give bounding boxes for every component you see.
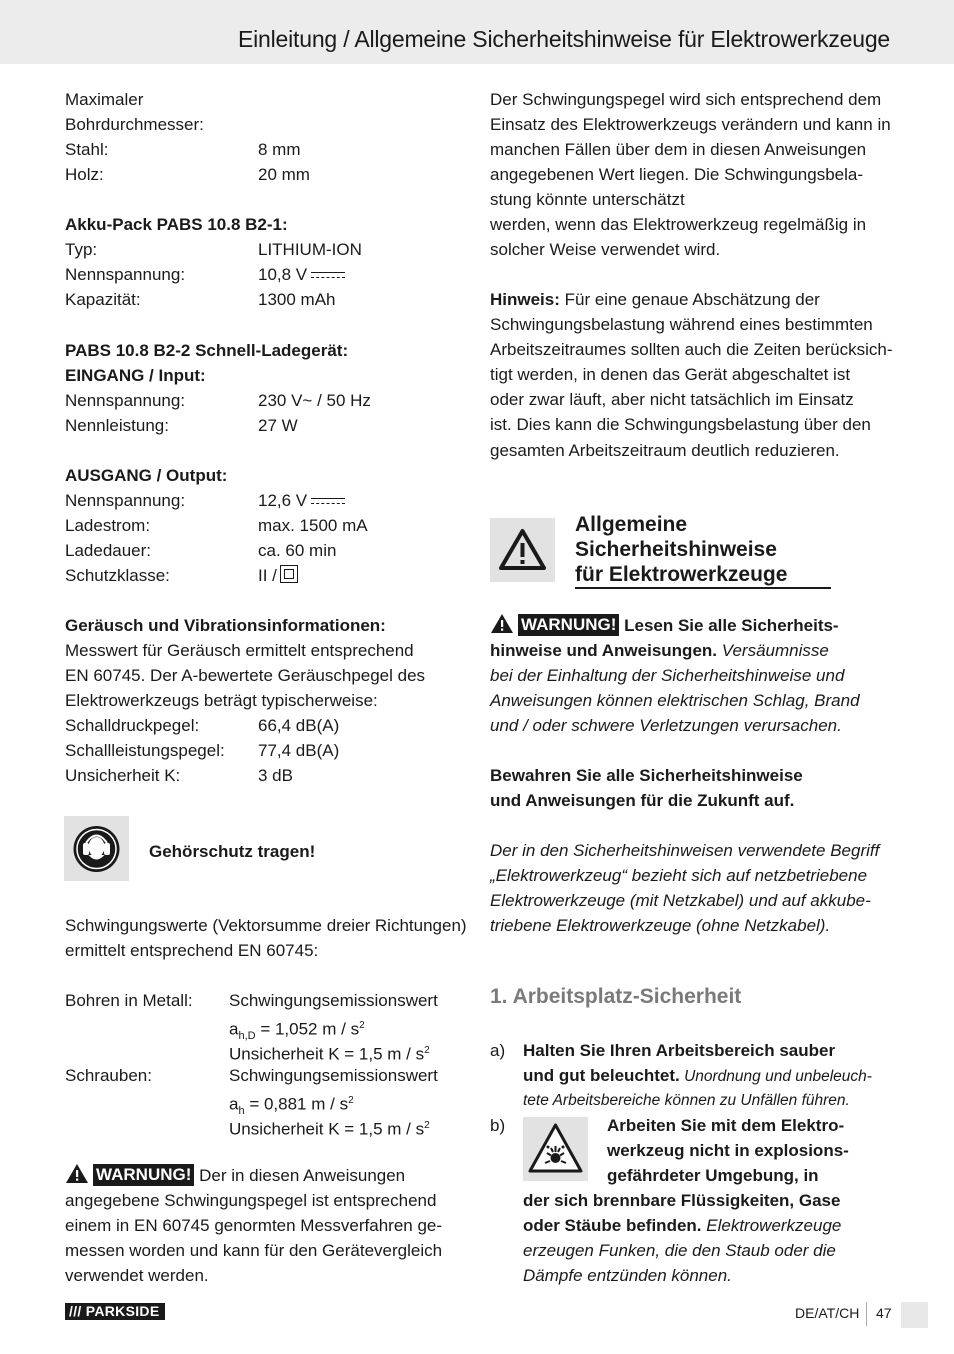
symbol-a: a [229, 1094, 239, 1114]
akku-voltage-label: Nennspannung: [65, 265, 186, 284]
value: Unsicherheit K = 1,5 m / s [229, 1119, 425, 1139]
screwing-label: Schrauben: [65, 1066, 152, 1085]
hinweis-text: gesamten Arbeitszeitraum deutlich reduzieren. [490, 441, 840, 460]
hinweis-line [490, 287, 820, 312]
akku-capacity-value: 1300 mAh [258, 290, 336, 309]
screwing-uncertainty [229, 1113, 430, 1142]
warning-bold-text: Lesen Sie alle Sicherheits- [619, 616, 839, 635]
akku-heading: Akku-Pack PABS 10.8 B2-1: [65, 215, 288, 234]
warning-section-icon [490, 518, 555, 582]
item-a-label: a) [490, 1041, 506, 1060]
explosion-hazard-icon [523, 1117, 588, 1181]
symbol-sub: h,D [238, 1030, 256, 1043]
keep-instructions: und Anweisungen für die Zukunft auf. [490, 791, 795, 810]
in-power-value: 27 W [258, 416, 298, 435]
warning-text: messen worden und kann für den Gerätevergleich [65, 1241, 443, 1260]
vibration-paragraph: manchen Fällen über dem in diesen Anweisungen [490, 140, 867, 159]
steel-label: Stahl: [65, 140, 109, 159]
vibration-paragraph: Einsatz des Elektrowerkzeugs verändern und kann in [490, 115, 891, 134]
item-b-bold: gefährdeter Umgebung, in [607, 1166, 819, 1185]
charger-input-heading: EINGANG / Input: [65, 366, 206, 385]
value: Unsicherheit K = 1,5 m / s [229, 1044, 425, 1064]
page-number-box [901, 1302, 928, 1328]
value: = 0,881 m / s [244, 1094, 349, 1114]
term-definition: triebene Elektrowerkzeuge (ohne Netzkabel). [490, 916, 831, 935]
item-a-bold: Halten Sie Ihren Arbeitsbereich sauber [523, 1041, 836, 1060]
term-definition: Elektrowerkzeuge (mit Netzkabel) und auf akkube- [490, 891, 871, 910]
warning-triangle-icon [490, 613, 514, 634]
section-title-underline [575, 587, 831, 589]
warning-italic-text: und / oder schwere Verletzungen verursachen. [490, 716, 842, 735]
vibration-paragraph: werden, wenn das Elektrowerkzeug regelmäßig in [490, 215, 867, 234]
warning-text: Der in diesen Anweisungen [194, 1166, 406, 1185]
vibration-warning [65, 1163, 405, 1188]
item-b-line [523, 1213, 841, 1238]
protection-class-ii-icon [280, 565, 298, 583]
dc-symbol-icon [311, 271, 345, 281]
exponent: 2 [359, 1020, 365, 1031]
page-header [0, 0, 954, 64]
hearing-protection-icon [64, 816, 129, 881]
exponent: 2 [348, 1095, 354, 1106]
class-value: II / [258, 566, 277, 585]
item-b-italic: Elektrowerkzeuge [701, 1216, 842, 1235]
term-definition: „Elektrowerkzeug“ bezieht sich auf netzbetriebene [490, 866, 868, 885]
item-a-line [523, 1063, 872, 1089]
hinweis-label: Hinweis: [490, 290, 560, 309]
item-b-bold: oder Stäube befinden. [523, 1216, 702, 1235]
footer-language: DE/AT/CH [795, 1305, 860, 1321]
emission-label: Schwingungsemissionswert [229, 991, 438, 1010]
value: = 1,052 m / s [255, 1019, 360, 1039]
hinweis-text: Schwingungsbelastung während eines bestimmten [490, 315, 873, 334]
warning-badge: WARNUNG! [518, 614, 619, 636]
keep-instructions: Bewahren Sie alle Sicherheitshinweise [490, 766, 803, 785]
item-b-bold: werkzeug nicht in explosions- [607, 1141, 849, 1160]
drill-label1: Maximaler [65, 90, 144, 109]
uncertainty-value: 3 dB [258, 766, 293, 785]
class-label: Schutzklasse: [65, 566, 170, 585]
item-a-bold: und gut beleuchtet. [523, 1066, 680, 1085]
item-b-italic: Dämpfe entzünden können. [523, 1266, 732, 1285]
akku-type-label: Typ: [65, 240, 98, 259]
uncertainty-label: Unsicherheit K: [65, 766, 181, 785]
noise-heading: Geräusch und Vibrationsinformationen: [65, 616, 386, 635]
drill-label2: Bohrdurchmesser: [65, 115, 204, 134]
item-b-bold: der sich brennbare Flüssigkeiten, Gase [523, 1191, 841, 1210]
footer-divider [866, 1302, 867, 1326]
in-voltage-label: Nennspannung: [65, 391, 186, 410]
current-label: Ladestrom: [65, 516, 151, 535]
warning-bold-text: hinweise und Anweisungen. [490, 641, 718, 660]
warning-badge: WARNUNG! [93, 1164, 194, 1186]
spl-value: 66,4 dB(A) [258, 716, 340, 735]
swl-value: 77,4 dB(A) [258, 741, 340, 760]
section-title: für Elektrowerkzeuge [575, 563, 788, 586]
akku-voltage-value: 10,8 V [258, 265, 308, 284]
item-b-label: b) [490, 1116, 506, 1135]
current-value: max. 1500 mA [258, 516, 368, 535]
spl-label: Schalldruckpegel: [65, 716, 200, 735]
vibration-paragraph: stung könnte unterschätzt [490, 190, 685, 209]
out-voltage-value: 12,6 V [258, 491, 308, 510]
warning-text: verwendet werden. [65, 1266, 209, 1285]
warning-italic-text: Anweisungen können elektrischen Schlag, Brand [490, 691, 860, 710]
steel-value: 8 mm [258, 140, 301, 159]
noise-text: Elektrowerkzeugs beträgt typischerweise: [65, 691, 378, 710]
in-power-label: Nennleistung: [65, 416, 169, 435]
drilling-label: Bohren in Metall: [65, 991, 193, 1010]
warning-text: angegebene Schwingungspegel ist entsprechend [65, 1191, 437, 1210]
noise-text: EN 60745. Der A-bewertete Geräuschpegel des [65, 666, 426, 685]
hinweis-text: Für eine genaue Abschätzung der [559, 290, 820, 309]
vibration-paragraph: Der Schwingungspegel wird sich entsprechend dem [490, 90, 882, 109]
out-voltage [258, 488, 345, 513]
item-a-italic: Unordnung und unbeleuch- [679, 1068, 872, 1085]
warning-triangle-icon [65, 1163, 89, 1184]
symbol-sub: h [238, 1105, 245, 1118]
workplace-safety-heading: 1. Arbeitsplatz-Sicherheit [490, 985, 742, 1008]
hinweis-text: Arbeitszeitraumes sollten auch die Zeiten berücksich- [490, 340, 893, 359]
exponent: 2 [424, 1045, 430, 1056]
safety-warning-line [490, 638, 829, 663]
wood-label: Holz: [65, 165, 104, 184]
hinweis-text: oder zwar läuft, aber nicht tatsächlich im Einsatz [490, 390, 854, 409]
vibration-paragraph: solcher Weise verwendet wird. [490, 240, 721, 259]
vibration-paragraph: angegebenen Wert liegen. Die Schwingungsbela- [490, 165, 863, 184]
noise-text: Messwert für Geräusch ermittelt entsprechend [65, 641, 414, 660]
charger-heading: PABS 10.8 B2-2 Schnell-Ladegerät: [65, 341, 349, 360]
vibration-intro: ermittelt entsprechend EN 60745: [65, 941, 319, 960]
swl-label: Schallleistungspegel: [65, 741, 225, 760]
item-b-bold: Arbeiten Sie mit dem Elektro- [607, 1116, 845, 1135]
hinweis-text: ist. Dies kann die Schwingungsbelastung über den [490, 415, 871, 434]
page-number: 47 [876, 1305, 892, 1321]
akku-voltage [258, 262, 345, 287]
exponent: 2 [424, 1120, 430, 1131]
section-title: Sicherheitshinweise [575, 538, 777, 561]
parkside-logo: /// PARKSIDE [65, 1303, 165, 1320]
akku-type-value: LITHIUM-ION [258, 240, 362, 259]
warning-italic-text: Versäumnisse [717, 641, 829, 660]
term-definition: Der in den Sicherheitshinweisen verwendete Begriff [490, 841, 880, 860]
safety-warning [490, 613, 839, 638]
duration-label: Ladedauer: [65, 541, 152, 560]
item-b-italic: erzeugen Funken, die den Staub oder die [523, 1241, 836, 1260]
dc-symbol-icon [311, 497, 345, 507]
item-a-italic: tete Arbeitsbereiche können zu Unfällen führen. [523, 1092, 850, 1109]
in-voltage-value: 230 V~ / 50 Hz [258, 391, 371, 410]
section-title: Allgemeine [575, 513, 688, 536]
warning-italic-text: bei der Einhaltung der Sicherheitshinweise und [490, 666, 845, 685]
out-voltage-label: Nennspannung: [65, 491, 186, 510]
vibration-intro: Schwingungswerte (Vektorsumme dreier Richtungen) [65, 916, 467, 935]
emission-label: Schwingungsemissionswert [229, 1066, 438, 1085]
hinweis-text: tigt werden, in denen das Gerät abgeschaltet ist [490, 365, 851, 384]
page-title: Einleitung / Allgemeine Sicherheitshinweise für Elektrowerkzeuge [238, 26, 890, 52]
akku-capacity-label: Kapazität: [65, 290, 141, 309]
class-row [258, 563, 298, 588]
wood-value: 20 mm [258, 165, 310, 184]
symbol-a: a [229, 1019, 239, 1039]
warning-text: einem in EN 60745 genormten Messverfahren ge- [65, 1216, 443, 1235]
hearing-protection-text: Gehörschutz tragen! [149, 842, 316, 861]
charger-output-heading: AUSGANG / Output: [65, 466, 228, 485]
duration-value: ca. 60 min [258, 541, 337, 560]
